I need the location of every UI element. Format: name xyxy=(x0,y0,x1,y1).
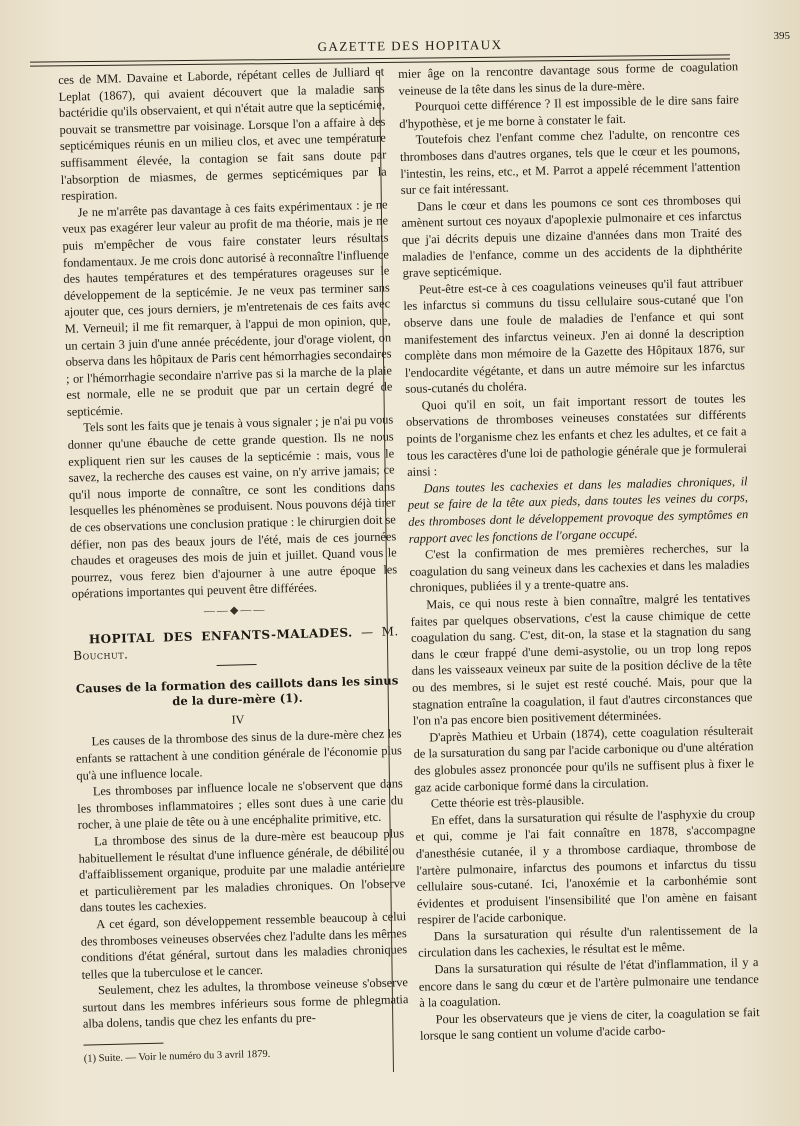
footnote-rule xyxy=(83,1043,163,1046)
paragraph: Tels sont les faits que je tenais à vous signaler ; je n'ai pu vous donner qu'une ébauche de cette grande question. Ils ne nous expliquent rien sur les causes de la septicémie : mais, vous le savez, la recherche des causes est vaine, on n'y arrive jamais; ce qu'il nous importe de connaître, ce sont les conditions dans lesquelles les phénomènes se produisent. Nous pouvons déjà tirer de ces observations une conclusion pratique : le chirurgien doit se défier, non pas des beaux jours de l'été, mais de ces journées chaudes et orageuses des mois de juin et juillet. Quand vous le pourrez, vous ferez bien d'ajourner à une autre époque les opérations importantes qui peuvent être différées. xyxy=(67,412,398,602)
paragraph: ces de MM. Davaine et Laborde, répétant celles de Julliard et Leplat (1867), qui avaient découvert que la maladie sans bactéridie qu'ils observaient, et qui n'était autre que la septicémie, pouvait se transmettre par voisinage. Lorsque l'on a affaire à des septicémiques réunis en un milieu clos, et avec une température suffisamment élevée, la contagion se fait sans doute par l'absorption de miasmes, de germes septicémiques par la respiration. xyxy=(58,64,387,204)
paragraph: Mais, ce qui nous reste à bien connaître, malgré les tentatives faites par quelques observations, c'est la cause chimique de cette coagulation du sang. C'est, dit-on, la stase et la stagnation du sang dans le cœur frappé d'une demi-asystolie, ou un trop long repos dans les vaisseaux veineux par suite de la position déclive de la tête ou des membres, si le sujet est resté couché. Mais, pour que la stagnation entraîne la coagulation, il faut d'autres circonstances que l'on n'a pas encore bien positivement déterminées. xyxy=(410,590,753,728)
paragraph: mier âge on la rencontre davantage sous forme de coagulation veineuse de la tête dans les sinus de la dure-mère. xyxy=(398,59,739,98)
italic-paragraph: Dans toutes les cachexies et dans les maladies chroniques, il peut se faire de la tête aux pieds, dans toutes les veines du corps, des thromboses dont le développement provoque des symptômes en rapport avec les fonctions de l'organe occupé. xyxy=(407,474,749,546)
paragraph: Seulement, chez les adultes, la thrombose veineuse s'observe surtout dans les membres inférieurs sous forme de phlegmatia alba dolens, tandis que chez les enfants du pre- xyxy=(82,975,409,1032)
section-author: — M. Bouchut. xyxy=(73,623,399,663)
paragraph: La thrombose des sinus de la dure-mère est beaucoup plus habituellement le résultat d'une influence générale, de débilité ou d'affaiblissement organique, produite par une maladie antérieure et particulièrement par les maladies chroniques. On l'observe dans toutes les cachexies. xyxy=(78,826,406,916)
paragraph: Quoi qu'il en soit, un fait important ressort de toutes les observations de thromboses veineuses constatées sur différents points de l'organisme chez les enfants et chez les adultes, et ce fait a tous les caractères d'une loi de pathologie générale que je formulerai ainsi : xyxy=(405,391,747,480)
part-number: IV xyxy=(231,712,245,727)
footnote: (1) Suite. — Voir le numéro du 3 avril 1879. xyxy=(83,1048,271,1065)
paragraph: Cette théorie est très-plausible. xyxy=(430,793,585,811)
paragraph: Dans la sursaturation qui résulte d'un ralentissement de la circulation dans les cachexies, le résultat est le même. xyxy=(417,921,758,961)
right-column xyxy=(398,58,760,1044)
section-title xyxy=(73,623,400,665)
journal-title: GAZETTE DES HOPITAUX xyxy=(317,37,503,54)
page-header xyxy=(60,30,790,58)
page-number: 395 xyxy=(773,30,790,42)
paragraph: Les causes de la thrombose des sinus de la dure-mère chez les enfants se rattachent à une condition générale de l'économie plus qu'à une influence locale. xyxy=(75,726,403,783)
article-subtitle: Causes de la formation des caillots dans les sinus de la dure-mère (1). xyxy=(75,673,399,709)
paragraph: Je ne m'arrête pas davantage à ces faits expérimentaux : je ne veux pas exagérer leur valeur au profit de ma théorie, mais je ne puis m'empêcher de vous faire constater leurs résultats fondamentaux. Je me crois donc autorisé à reconnaître l'influence des hautes températures et des températures orageuses sur le développement de la septicémie. Je ne veux pas terminer sans ajouter que, ces jours derniers, je m'entretenais de ces faits avec M. Verneuil; il me fit remarquer, à l'appui de mon opinion, que, un certain 3 juin d'une année précédente, jour d'orage violent, on observa dans les hôpitaux de Paris cent hémorrhagies secondaires ; or l'hémorrhagie secondaire n'arrive pas si la marche de la plaie est normale, elle ne se produit que par un certain degré de septicémie. xyxy=(61,197,393,419)
paragraph: Toutefois chez l'enfant comme chez l'adulte, on rencontre ces thromboses dans d'autres organes, tels que le cœur et les poumons, l'intestin, les reins, etc., et M. Parrot a appelé récemment l'attention sur ce fait intéressant. xyxy=(399,125,741,198)
paragraph: D'après Mathieu et Urbain (1874), cette coagulation résulterait de la sursaturation du sang par l'acide carbonique ou d'une altération des globules assez prononcée pour qu'ils ne suffisent plus à fixer le gaz acide carbonique formé dans la circulation. xyxy=(413,722,755,795)
paragraph: Dans la sursaturation qui résulte de l'état d'inflammation, il y a encore dans le sang du cœur et de l'artère pulmonaire une tendance à la coagulation. xyxy=(418,955,759,1011)
title-rule xyxy=(217,664,257,666)
paragraph: En effet, dans la sursaturation qui résulte de l'asphyxie du croup et qui, comme je l'ai fait connaître en 1878, s'accompagne d'anesthésie cutanée, il y a thrombose cardiaque, thrombose de l'artère pulmonaire, infarctus des poumons et infarctus du tissu cellulaire sous-cutané. Ici, l'anoxémie et la carbonhémie sont évidentes et produisent l'insensibilité que l'on amène en faisant respirer de l'acide carbonique. xyxy=(415,805,758,928)
paragraph: Peut-être est-ce à ces coagulations veineuses qu'il faut attribuer les infarctus si communs du tissu cellulaire sous-cutané que l'on observe dans une foule de maladies de l'enfance et qui sont manifestement des infarctus veineux. J'en ai donné la description complète dans mon mémoire de la Gazette des Hôpitaux 1876, sur l'endocardite végétante, et dans un autre mémoire sur les infarctus sous-cutanés du choléra. xyxy=(403,274,746,397)
paragraph: Pour les observateurs que je viens de citer, la coagulation se fait lorsque le sang contient un volume d'acide carbo- xyxy=(419,1004,760,1044)
paragraph: Dans le cœur et dans les poumons ce sont ces thromboses qui amènent surtout ces noyaux d'apoplexie pulmonaire et ces infarctus que j'ai décrits depuis une dizaine d'années dans mon Traité des maladies de l'enfance, comme un des accidents de la diphthérite grave septicémique. xyxy=(401,192,743,281)
paragraph: C'est la confirmation de mes premières recherches, sur la coagulation du sang veineux dans les cachexies et dans les maladies chroniques, publiées il y a trente-quatre ans. xyxy=(409,540,750,596)
paragraph: A cet égard, son développement ressemble beaucoup à celui des thromboses veineuses observées chez l'adulte dans les mêmes conditions d'état général, surtout dans les maladies chroniques telles que la tuberculose et le cancer. xyxy=(80,909,408,982)
paragraph: Les thromboses par influence locale ne s'observent que dans les thromboses inflammatoires ; elles sont dues à une carie du rocher, à une plaie de tête ou à une encéphalite primitive, etc. xyxy=(77,776,404,833)
left-column xyxy=(58,63,410,1068)
section-title-text: HOPITAL DES ENFANTS-MALADES. xyxy=(88,625,353,646)
section-divider: ——◆—— xyxy=(203,603,267,618)
paragraph: Pourquoi cette différence ? Il est impossible de le dire sans faire d'hypothèse, et je me borne à constater le fait. xyxy=(399,92,740,131)
